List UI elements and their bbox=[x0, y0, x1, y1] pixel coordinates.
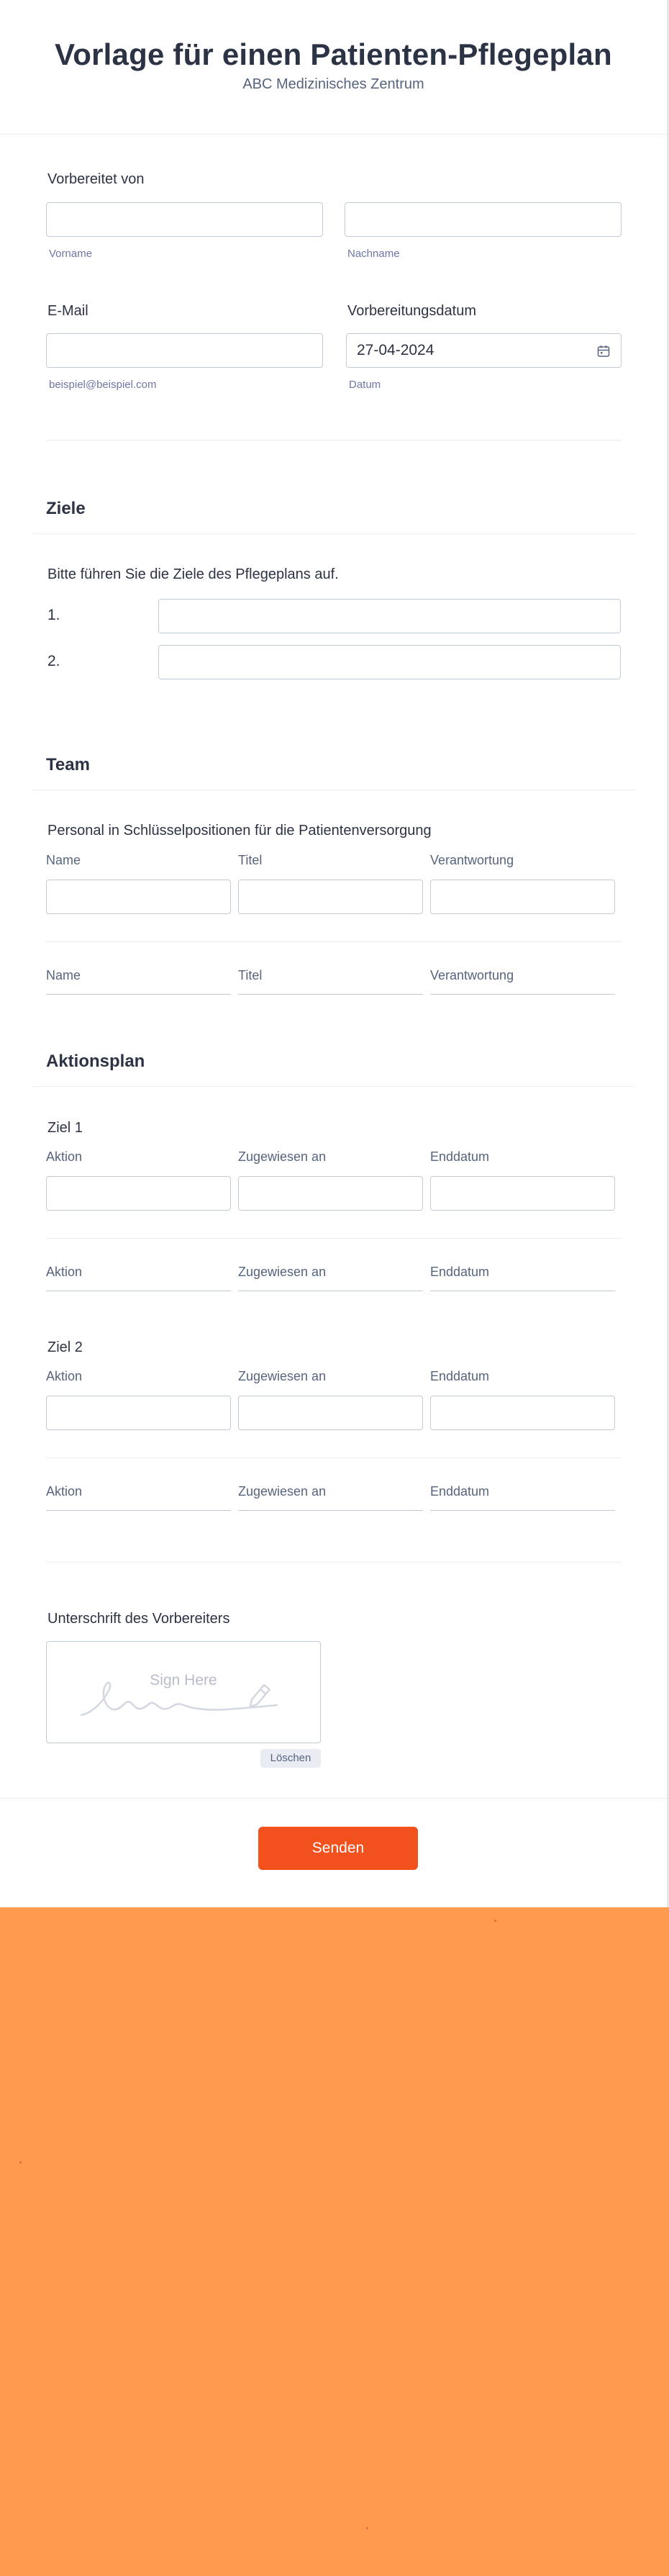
goal-1-action-input[interactable] bbox=[46, 1176, 231, 1211]
goals-heading: Ziele bbox=[46, 499, 86, 518]
footer-divider bbox=[0, 1798, 667, 1799]
goal-2-row-2-action-line[interactable] bbox=[46, 1510, 231, 1511]
prep-date-value: 27-04-2024 bbox=[357, 342, 434, 358]
goal-row-2-input[interactable] bbox=[158, 645, 621, 679]
team-row-2-name-line[interactable] bbox=[46, 994, 231, 995]
goal-2-row-2-assigned: Zugewiesen an bbox=[238, 1484, 327, 1499]
email-label: E-Mail bbox=[47, 303, 88, 319]
goal-2-row-2-enddate: Enddatum bbox=[430, 1484, 490, 1499]
team-col-responsibility: Verantwortung bbox=[430, 853, 514, 867]
team-row-1-title-input[interactable] bbox=[238, 880, 423, 914]
goal-1-assigned-input[interactable] bbox=[238, 1176, 423, 1211]
team-heading: Team bbox=[46, 755, 90, 774]
goal-1-col-enddate: Enddatum bbox=[430, 1149, 490, 1164]
prep-date-input[interactable] bbox=[346, 333, 622, 368]
action-plan-heading-divider bbox=[32, 1086, 636, 1087]
signature-scribble-icon bbox=[78, 1671, 294, 1728]
goal-row-2-label: 2. bbox=[47, 653, 60, 669]
team-row-1-name-input[interactable] bbox=[46, 880, 231, 914]
team-row-2-title: Titel bbox=[238, 968, 263, 982]
goal-row-1-label: 1. bbox=[47, 607, 60, 623]
email-input[interactable] bbox=[46, 333, 323, 368]
goal-2-enddate-input[interactable] bbox=[430, 1396, 615, 1430]
signature-placeholder: Sign Here bbox=[150, 1672, 217, 1689]
team-col-name: Name bbox=[46, 853, 81, 867]
signature-pad[interactable] bbox=[46, 1641, 321, 1743]
goal-2-assigned-input[interactable] bbox=[238, 1396, 423, 1430]
prep-date-sublabel: Datum bbox=[349, 379, 381, 391]
goal-2-row-2-action: Aktion bbox=[46, 1484, 83, 1499]
form-title: Vorlage für einen Patienten-Pflegeplan bbox=[55, 37, 612, 71]
team-row-2-responsibility: Verantwortung bbox=[430, 968, 514, 982]
goal-1-enddate-input[interactable] bbox=[430, 1176, 615, 1211]
action-plan-heading: Aktionsplan bbox=[46, 1052, 145, 1071]
goal-2-col-enddate: Enddatum bbox=[430, 1369, 490, 1383]
last-name-sublabel: Nachname bbox=[347, 248, 400, 260]
header-divider bbox=[0, 134, 667, 135]
goal-1-row-2-assigned: Zugewiesen an bbox=[238, 1265, 327, 1279]
team-row-divider bbox=[46, 941, 622, 942]
goal-2-col-action: Aktion bbox=[46, 1369, 83, 1383]
prepared-by-label: Vorbereitet von bbox=[47, 171, 145, 187]
team-row-2-name: Name bbox=[46, 968, 81, 982]
team-row-1-responsibility-input[interactable] bbox=[430, 880, 615, 914]
goal-2-action-input[interactable] bbox=[46, 1396, 231, 1430]
signature-clear-button[interactable]: Löschen bbox=[260, 1749, 321, 1768]
goal-1-row-2-action: Aktion bbox=[46, 1265, 83, 1279]
goal-1-label: Ziel 1 bbox=[47, 1120, 83, 1136]
goal-1-row-2-enddate: Enddatum bbox=[430, 1265, 490, 1279]
email-sublabel: beispiel@beispiel.com bbox=[49, 379, 157, 391]
team-col-title: Titel bbox=[238, 853, 263, 867]
form-subtitle: ABC Medizinisches Zentrum bbox=[242, 76, 424, 92]
team-row-2-title-line[interactable] bbox=[238, 994, 423, 995]
goals-heading-divider bbox=[32, 533, 636, 534]
calendar-icon[interactable] bbox=[596, 344, 611, 358]
prep-date-label: Vorbereitungsdatum bbox=[347, 303, 477, 319]
divider bbox=[46, 1562, 622, 1563]
goal-1-row-divider bbox=[46, 1238, 622, 1239]
submit-button[interactable]: Senden bbox=[258, 1827, 418, 1870]
goal-2-label: Ziel 2 bbox=[47, 1339, 83, 1355]
goal-2-col-assigned: Zugewiesen an bbox=[238, 1369, 327, 1383]
goal-2-row-2-enddate-line[interactable] bbox=[430, 1510, 615, 1511]
goals-question: Bitte führen Sie die Ziele des Pflegeplans auf. bbox=[47, 566, 339, 582]
signature-label: Unterschrift des Vorbereiters bbox=[47, 1611, 230, 1627]
background-speck bbox=[19, 2161, 22, 2164]
team-question: Personal in Schlüsselpositionen für die Patientenversorgung bbox=[47, 823, 432, 839]
first-name-sublabel: Vorname bbox=[49, 248, 93, 260]
goal-1-col-action: Aktion bbox=[46, 1149, 83, 1164]
goal-row-1-input[interactable] bbox=[158, 599, 621, 633]
background-speck bbox=[494, 1920, 496, 1922]
last-name-input[interactable] bbox=[345, 202, 622, 237]
background-speck bbox=[366, 2527, 368, 2529]
goal-1-col-assigned: Zugewiesen an bbox=[238, 1149, 327, 1164]
first-name-input[interactable] bbox=[46, 202, 323, 237]
team-row-2-responsibility-line[interactable] bbox=[430, 994, 615, 995]
goal-2-row-2-assigned-line[interactable] bbox=[238, 1510, 423, 1511]
